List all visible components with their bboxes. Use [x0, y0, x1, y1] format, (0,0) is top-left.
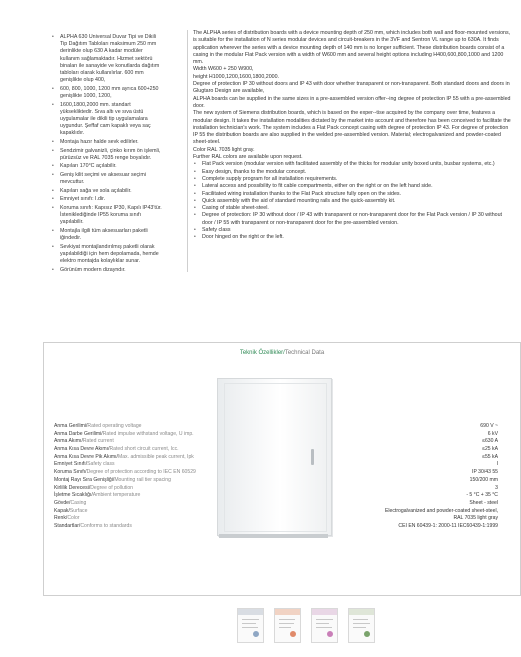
product-description-section — [0, 0, 521, 272]
spec-row-label — [54, 515, 234, 523]
english-feature-list — [193, 161, 513, 241]
description-paragraph: The ALPHA series of distribution boards with a device mounting depth of 250 mm, which includes both wall and floor-mounted versions, is suitable for the installation of N series modular devices and circuit-breakers in the 3VF and Sentron VL range up to 630A. It finds application wherever the series with a device mounting depth of 140 mm is no longer sufficient. These distribution boards consist of a casing in the modular Flat Pack version with a width of W600 mm and several height options including H400,600,800,1000 and 1200 mm. — [193, 30, 511, 66]
description-paragraph: Degree of protection IP 30 without doors and IP 43 with door whether transparent or non-transparent. Both standard doors and doors in Glugtaro Design are available, — [193, 81, 510, 95]
en-feature-item: • Lateral access and possibility to fit cable compartments, either on the right or on the left hand side. — [193, 183, 513, 190]
turkish-feature-list — [52, 34, 162, 275]
spec-label-tr: İşletme Sıcaklığı/ — [54, 492, 93, 499]
spec-value: I — [496, 461, 498, 468]
spec-value: Electrogalvanized and powder-coated sheet-steel, — [385, 507, 498, 514]
spec-label-en: Casing — [70, 499, 87, 506]
spec-label-en: Rated current — [82, 438, 114, 445]
certificate-thumbnail[interactable] — [274, 608, 301, 643]
spec-value: 3 — [495, 484, 498, 491]
spec-label-tr: Kapak/ — [54, 507, 70, 514]
tr-feature-item: • Emniyet sınıfı: I.dir. — [52, 196, 162, 203]
spec-label-en: Degree of pollution — [90, 484, 133, 491]
description-paragraph: Color RAL 7035 light gray. — [193, 146, 255, 153]
spec-value: ≤630 A — [482, 438, 498, 445]
tr-feature-item: • Geniş kilit seçimi ve aksesuar seçimi mevcuttur. — [52, 172, 162, 186]
description-paragraph: The new system of Siemens distribution boards, which is based on the exper--tise acquired by the company over time, features a modular design. It takes the installation modalities dictated by the market into account and therefore has been conceived to facilitate the installation technician's work. The system includes a Flat Pack concept casing with degree of protection IP 43. For degree of protection IP 55 the distribution boards are also supplied in the welded pre-assembled version. Material; electrogalvanized and powder-coated sheet-steel. — [193, 110, 511, 146]
spec-label-tr: Anma Akımı/ — [54, 438, 83, 445]
spec-row-label — [54, 492, 234, 500]
tr-feature-item: • ALPHA 630 Universal Duvar Tipi ve Dikili Tip Dağıtım Tabloları maksimum 250 mm derinlikte olup 630 A kadar modüler kullanım sağlamaktadır. Hizmet sektörü binaları ile sanayide ve konutlarda dağıtım tabloları olarak kullanılırlar. 600 mm genişlikte olup 400, — [52, 34, 162, 84]
en-feature-item: • Degree of protection: IP 30 without door / IP 43 with transparent or non-transparent door for the Flat Pack version / IP 30 without door / IP 55 with transparent or non-transparent door for the pre-assembled version. — [193, 212, 513, 227]
tr-feature-item: • Sendzimir galvanizli, çinko kırım ön işlemli, pürüzsüz ve RAL 7035 renge boyalıdır. — [52, 148, 162, 162]
spec-label-tr: Montaj Rayı Sıra Genişliği/ — [54, 476, 115, 483]
spec-label-tr: Gövde/ — [54, 499, 71, 506]
en-feature-item: • Quick assembly with the aid of standard mounting rails and the quick-assembly kit. — [193, 198, 513, 205]
spec-row-label — [54, 508, 234, 516]
spec-row-label — [54, 523, 234, 531]
certificate-thumbnail[interactable] — [237, 608, 264, 643]
spec-value: ≤25 kA — [482, 446, 498, 453]
tr-feature-item: • 600, 800, 1000, 1200 mm ayrıca 600+250 genişlikte 1000, 1200, — [52, 86, 162, 100]
spec-label-tr: Emniyet Sınıfı/ — [54, 461, 88, 468]
spec-label-en: Rated short circuit current, Icc. — [109, 446, 179, 453]
spec-value: Sheet - steel — [469, 499, 498, 506]
tr-feature-item: • Sevkiyat montajlandırılmış paketli olarak yapılabildiği için hem depolamada, hemde elektro montajda kolaylıklar sunar. — [52, 244, 162, 266]
spec-row-label — [54, 500, 234, 508]
spec-label-tr: Kirlilik Derecesi/ — [54, 484, 91, 491]
spec-label-en: Degree of protection according to IEC EN 60529 — [86, 469, 196, 476]
spec-label-tr: Anma Gerilimi/ — [54, 423, 88, 429]
english-description — [193, 30, 513, 242]
spec-label-en: Max. admissible peak current, Ipk — [117, 453, 194, 460]
spec-row-label — [54, 431, 234, 439]
spec-row-label — [54, 423, 234, 431]
spec-label-en: Conforms to standards — [80, 522, 132, 529]
spec-row-label — [54, 469, 234, 477]
description-paragraph: Further RAL colors are available upon request. — [193, 154, 303, 161]
spec-label-en: Safety class — [87, 461, 115, 468]
tr-feature-item: • 1600,1800,2000 mm. standart yüksekliktedir. Sıva altı ve sıva üstü uygulamalar ile dikili tip uygulamalara uygundur. Şeffaf cam kapaklı veya saç kapaklıdır. — [52, 102, 162, 138]
spec-value: 6 kV — [487, 430, 498, 437]
spec-value: RAL 7035 light gray — [453, 515, 498, 522]
spec-label-tr: Standartlar/ — [54, 522, 81, 529]
spec-row-label — [54, 446, 234, 454]
en-feature-item: • Complete supply program for all installation requirements. — [193, 176, 513, 183]
spec-value: - 5 °C + 35 °C — [466, 492, 498, 499]
spec-value: IP 30/43 55 — [472, 469, 498, 476]
spec-labels — [54, 423, 234, 531]
spec-label-tr: Anma Darbe Gerilimi/ — [54, 430, 103, 437]
tr-feature-item: • Kapıları 170°C açılabilir. — [52, 163, 162, 170]
certificates-strip — [237, 608, 397, 642]
spec-label-tr: Anma Kısa Devre Akımı/ — [54, 446, 110, 453]
spec-row-label — [54, 454, 234, 462]
spec-label-en: Color — [67, 515, 80, 522]
spec-row-label — [54, 477, 234, 485]
spec-label-en: Rated operating voltage — [87, 423, 142, 429]
spec-label-en: Mounting rail tier spacing — [114, 476, 171, 483]
spec-label-en: Surface — [69, 507, 88, 514]
tr-feature-item: • Montajla ilgili tüm aksesuarları paketli iğindedir. — [52, 228, 162, 242]
title-en: Technical Data — [284, 350, 325, 356]
spec-label-tr: Koruma Sınıfı/ — [54, 469, 87, 476]
spec-value: ≤55 kA — [482, 453, 498, 460]
tr-feature-item: • Koruma sınıfı: Kapısız IP30, Kapılı IP43'tür. İsteniklediğinde IP55 koruma sınıfı yapılabilir. — [52, 205, 162, 227]
spec-label-tr: Anma Kısa Devre Pik Akımı/ — [54, 453, 118, 460]
certificate-thumbnail[interactable] — [348, 608, 375, 643]
technical-data-panel — [43, 342, 521, 596]
spec-values — [308, 423, 498, 531]
description-paragraph: ALPHA boards can be supplied in the same sizes in a pre-assembled version offer--ing degree of protection IP 55 with a pre-assembled door. — [193, 95, 511, 109]
cabinet-base — [219, 534, 328, 538]
spec-label-tr: Renk/ — [54, 515, 68, 522]
tr-feature-item: • Kapıları sağa ve sola açılabilir. — [52, 188, 162, 195]
spec-value: 150/200 mm — [469, 476, 498, 483]
technical-data-title — [44, 350, 520, 356]
description-paragraph: Width W600 + 250 W900, — [193, 66, 254, 73]
spec-row-label — [54, 461, 234, 469]
spec-label-en: Ambient temperature — [92, 492, 141, 499]
en-feature-item: • Flat Pack version (modular version with facilitated assembly of the thicks for modular unity boxed units, busbar systems, etc.) — [193, 161, 513, 168]
description-paragraph: height H1000,1200,1600,1800,2000. — [193, 73, 280, 80]
spec-value: 690 V ~ — [480, 423, 498, 429]
en-feature-item: • Easy design, thanks to the modular concept. — [193, 169, 513, 176]
tr-feature-item: • Görünüm modern dizayndır. — [52, 267, 162, 274]
certificate-thumbnail[interactable] — [311, 608, 338, 643]
en-feature-item: • Door hinged on the right or the left. — [193, 234, 513, 241]
en-feature-item: • Facilitated wiring installation thanks to the Flat Pack structure fully open on the sides. — [193, 191, 513, 198]
spec-label-en: Rated impulse withstand voltage, U imp. — [102, 430, 194, 437]
en-feature-item: • Casing of stable sheet-steel. — [193, 205, 513, 212]
spec-value: CEI EN 60439-1: 2000-11 IEC60439-1:1999 — [398, 522, 498, 529]
spec-row-label — [54, 438, 234, 446]
en-feature-item: • Safety class — [193, 227, 513, 234]
column-divider — [187, 30, 188, 272]
title-tr: Teknik Özellikler/ — [239, 350, 285, 356]
tr-feature-item: • Montaja hazır halde sevk edilirler. — [52, 139, 162, 146]
